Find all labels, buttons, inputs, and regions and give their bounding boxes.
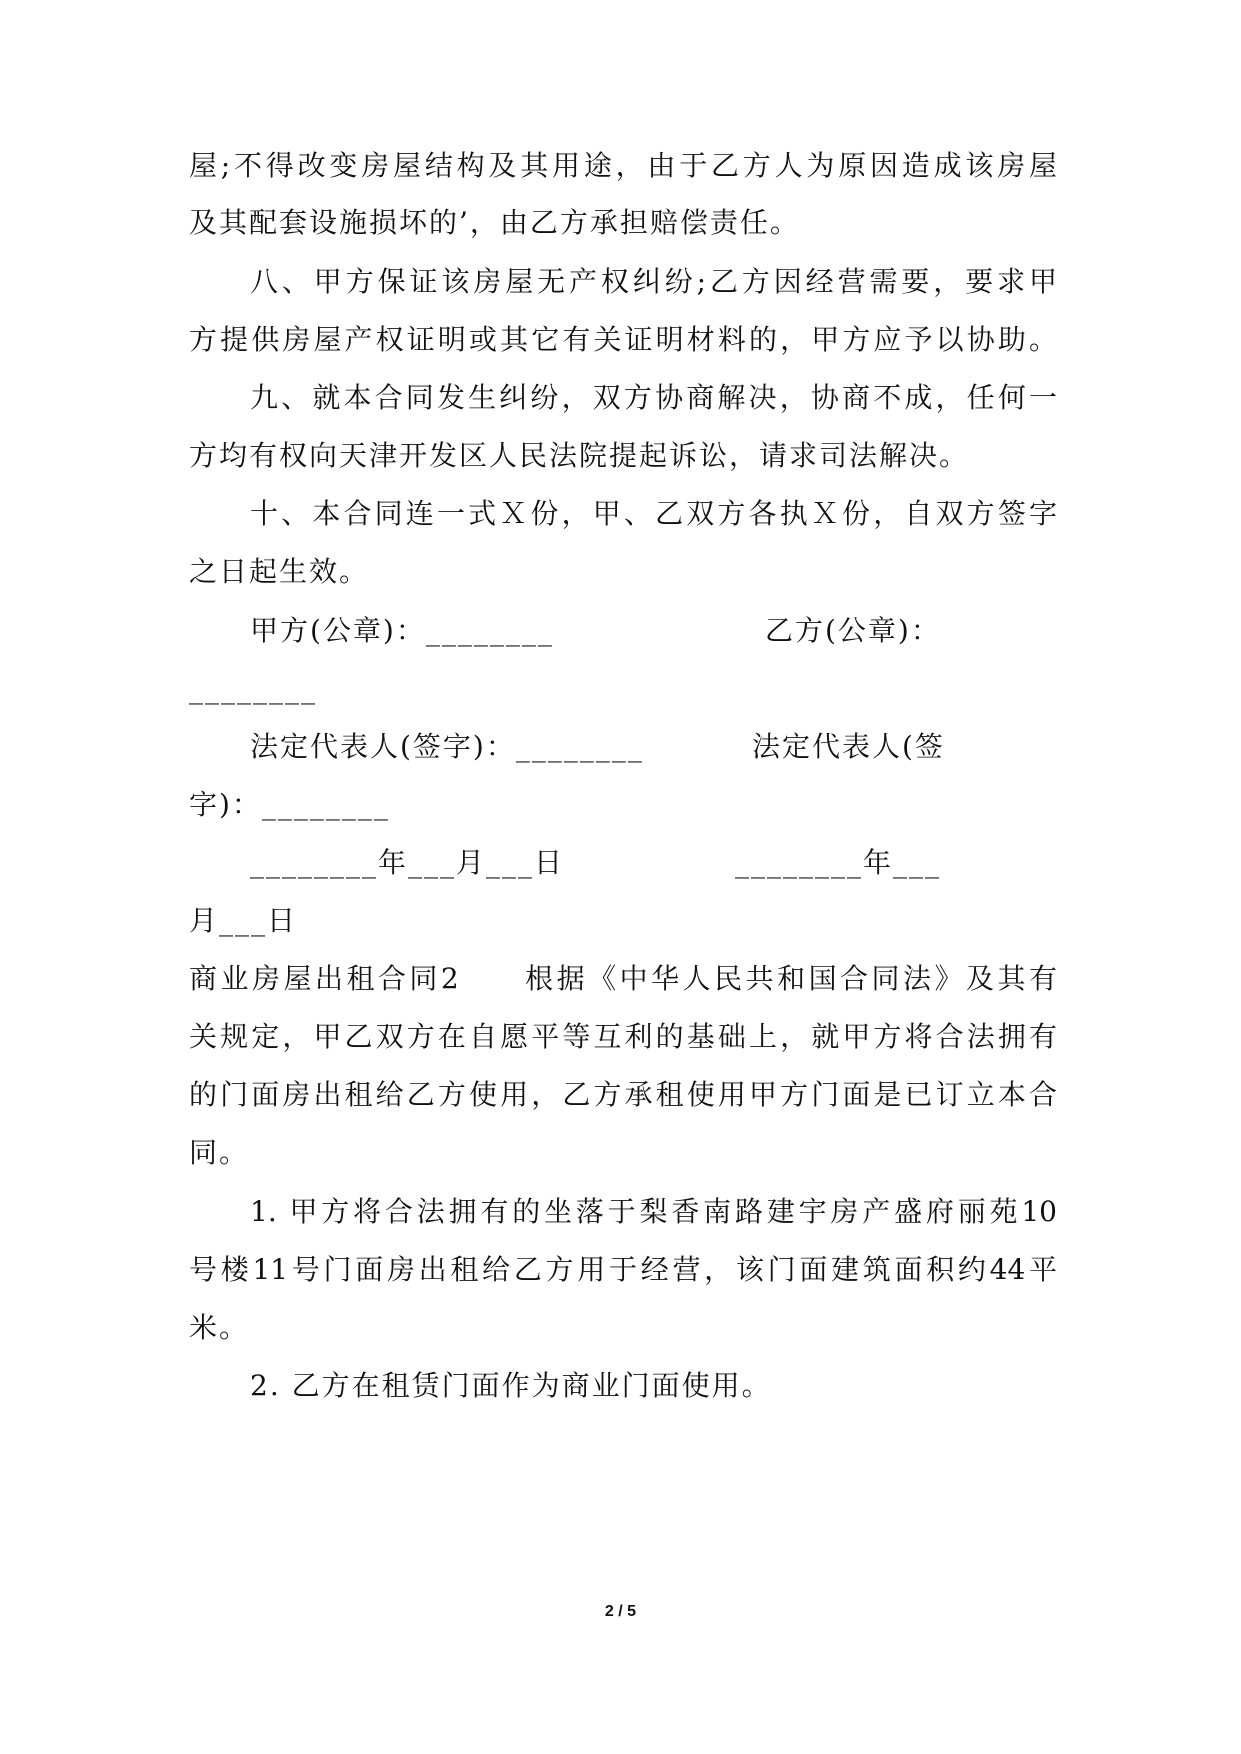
contract-2-line: 关规定，甲乙双方在自愿平等互利的基础上，就甲方将合法拥有 bbox=[189, 1020, 1057, 1053]
contract-2-line: 的门面房出租给乙方使用，乙方承租使用甲方门面是已订立本合 bbox=[189, 1078, 1057, 1111]
clause-9-line: 九、就本合同发生纠纷，双方协商解决，协商不成，任何一 bbox=[250, 381, 1057, 414]
clause-10-line: 十、本合同连一式Ｘ份，甲、乙双方各执Ｘ份，自双方签字 bbox=[250, 497, 1057, 530]
contract-2-item-2: 2. 乙方在租赁门面作为商业门面使用。 bbox=[250, 1369, 772, 1402]
party-a-date: ________年___月___日 bbox=[250, 846, 565, 879]
contract-2-line: 商业房屋出租合同2 根据《中华人民共和国合同法》及其有 bbox=[189, 962, 1057, 995]
party-b-seal: 乙方(公章)： bbox=[765, 614, 941, 647]
clause-8-line: 方提供房屋产权证明或其它有关证明材料的，甲方应予以协助。 bbox=[189, 323, 1057, 356]
party-a-seal: 甲方(公章)：________ bbox=[250, 614, 554, 647]
contract-2-item-1: 米。 bbox=[189, 1311, 250, 1344]
paragraph-line: 屋;不得改变房屋结构及其用途，由于乙方人为原因造成该房屋 bbox=[189, 149, 1057, 182]
party-b-seal-blank: ________ bbox=[189, 672, 317, 705]
contract-2-item-1: 号楼11号门面房出租给乙方用于经营，该门面建筑面积约44平 bbox=[189, 1253, 1057, 1286]
paragraph-line: 及其配套设施损坏的’，由乙方承担赔偿责任。 bbox=[189, 206, 800, 239]
party-b-date-cont: 月___日 bbox=[189, 904, 298, 937]
party-b-date: ________年___ bbox=[735, 846, 942, 879]
page-number: 2 / 5 bbox=[604, 1603, 637, 1620]
party-a-representative: 法定代表人(签字)：________ bbox=[250, 730, 644, 763]
clause-9-line: 方均有权向天津开发区人民法院提起诉讼，请求司法解决。 bbox=[189, 439, 970, 472]
contract-2-item-1: 1. 甲方将合法拥有的坐落于梨香南路建宇房产盛府丽苑10 bbox=[250, 1195, 1057, 1228]
clause-8-line: 八、甲方保证该房屋无产权纠纷;乙方因经营需要，要求甲 bbox=[250, 265, 1057, 298]
party-b-representative: 法定代表人(签 bbox=[752, 730, 945, 763]
party-b-representative-cont: 字)：________ bbox=[189, 788, 390, 821]
clause-10-line: 之日起生效。 bbox=[189, 555, 370, 588]
contract-2-line: 同。 bbox=[189, 1136, 250, 1169]
